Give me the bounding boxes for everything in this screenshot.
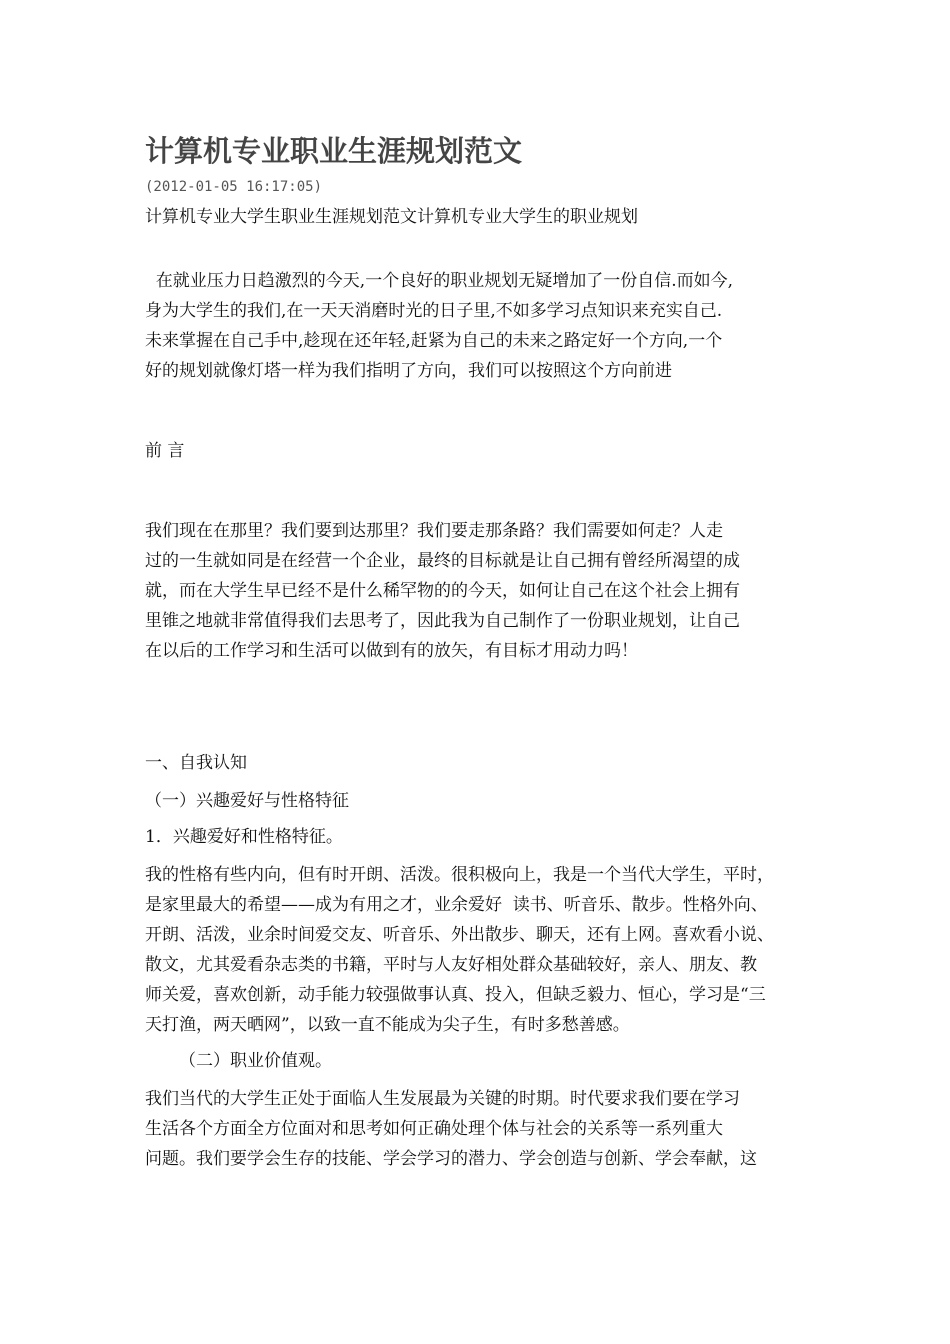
interest-paragraph: [145, 860, 810, 1040]
intro-line: 未来掌握在自己手中,趁现在还年轻,赶紧为自己的未来之路定好一个方向,一个: [145, 331, 723, 351]
preface-heading: 前 言: [145, 441, 185, 461]
paragraph-line: 师关爱，喜欢创新，动手能力较强做事认真、投入，但缺乏毅力、恒心，学习是“三: [145, 985, 766, 1005]
intro-line: 在就业压力日趋激烈的今天,一个良好的职业规划无疑增加了一份自信.而如今,: [145, 271, 734, 291]
document-page: [145, 128, 810, 1174]
paragraph-line: 问题。我们要学会生存的技能、学会学习的潜力、学会创造与创新、学会奉献，这: [145, 1149, 757, 1169]
post-date: (2012-01-05 16:17:05): [145, 179, 323, 195]
preface-line: 过的一生就如同是在经营一个企业，最终的目标就是让自己拥有曾经所渴望的成: [145, 551, 740, 571]
document-title: 计算机专业职业生涯规划范文: [145, 134, 523, 168]
preface-line: 就，而在大学生早已经不是什么稀罕物的的今天，如何让自己在这个社会上拥有: [145, 581, 740, 601]
intro-line: 好的规划就像灯塔一样为我们指明了方向，我们可以按照这个方向前进: [145, 361, 672, 381]
item-heading: 1．兴趣爱好和性格特征。: [145, 827, 343, 847]
paragraph-line: 散文，尤其爱看杂志类的书籍，平时与人友好相处群众基础较好，亲人、朋友、教: [145, 955, 757, 975]
section-heading: 一、自我认知: [145, 753, 247, 773]
values-paragraph: [145, 1084, 810, 1174]
intro-line: 身为大学生的我们,在一天天消磨时光的日子里,不如多学习点知识来充实自己.: [145, 301, 723, 321]
paragraph-line: 生活各个方面全方位面对和思考如何正确处理个体与社会的关系等一系列重大: [145, 1119, 723, 1139]
paragraph-line: 天打渔，两天晒网”，以致一直不能成为尖子生，有时多愁善感。: [145, 1015, 630, 1035]
preface-line: 我们现在在那里？我们要到达那里？我们要走那条路？我们需要如何走？人走: [145, 521, 723, 541]
paragraph-line: 是家里最大的希望——成为有用之才，业余爱好 读书、听音乐、散步。性格外向、: [145, 895, 768, 915]
document-subtitle: 计算机专业大学生职业生涯规划范文计算机专业大学生的职业规划: [145, 207, 638, 227]
subsection-heading: （二）职业价值观。: [179, 1051, 332, 1071]
paragraph-line: 开朗、活泼，业余时间爱交友、听音乐、外出散步、聊天，还有上网。喜欢看小说、: [145, 925, 774, 945]
paragraph-line: 我们当代的大学生正处于面临人生发展最为关键的时期。时代要求我们要在学习: [145, 1089, 740, 1109]
preface-paragraph: [145, 516, 810, 666]
paragraph-line: 我的性格有些内向，但有时开朗、活泼。很积极向上，我是一个当代大学生，平时，: [145, 865, 774, 885]
intro-paragraph: [145, 266, 810, 386]
preface-line: 里锥之地就非常值得我们去思考了，因此我为自己制作了一份职业规划，让自己: [145, 611, 740, 631]
subsection-heading: （一）兴趣爱好与性格特征: [145, 791, 349, 811]
preface-line: 在以后的工作学习和生活可以做到有的放矢，有目标才用动力吗！: [145, 641, 638, 661]
